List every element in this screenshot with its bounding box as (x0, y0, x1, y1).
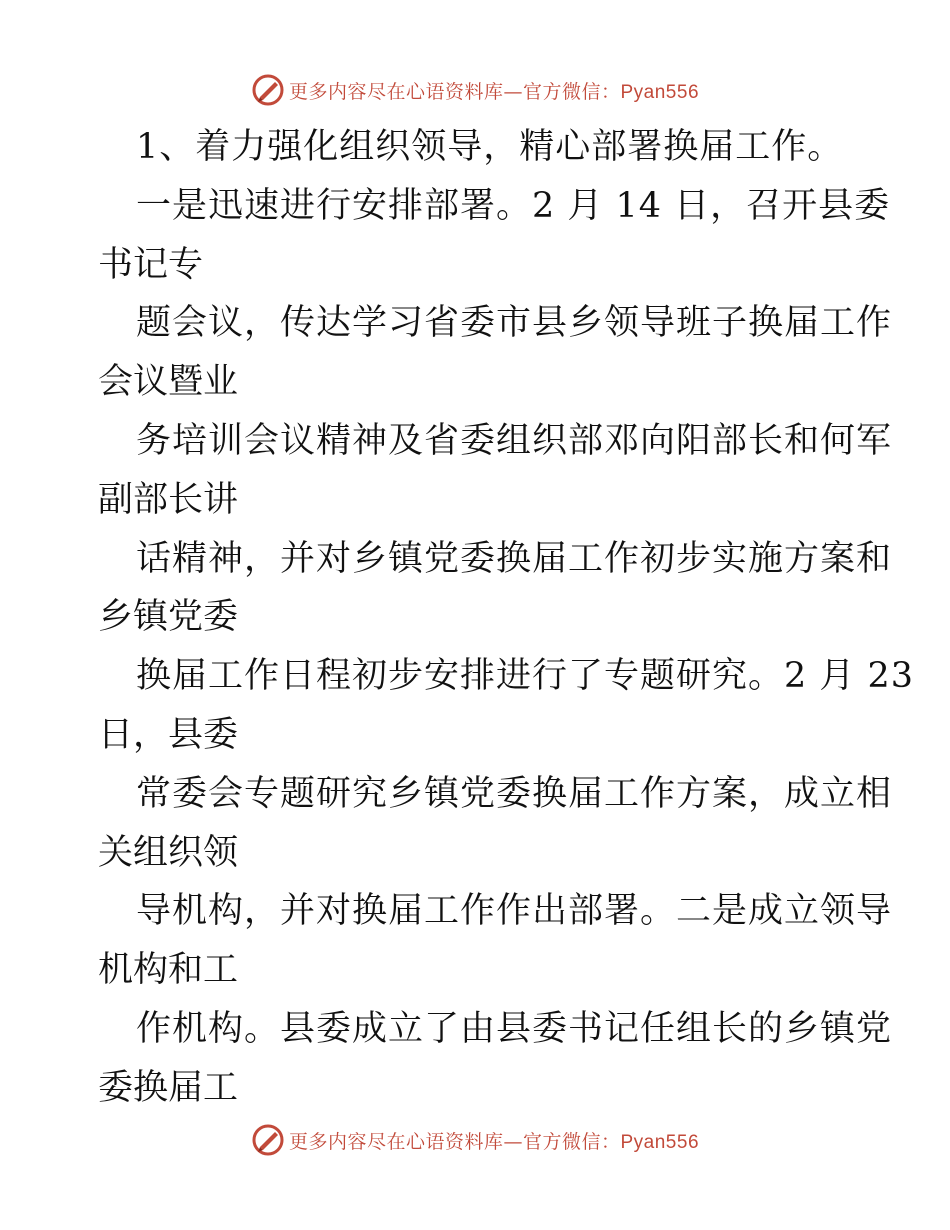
text-line: 一是迅速进行安排部署。2 月 14 日，召开县委 (136, 185, 891, 226)
pen-logo-icon (251, 73, 285, 107)
watermark-text: 更多内容尽在心语资料库—官方微信：Pyan556 (288, 80, 700, 103)
text-line: 关组织领 (98, 832, 239, 873)
text-line: 务培训会议精神及省委组织部邓向阳部长和何军 (136, 420, 893, 461)
text-line: 导机构，并对换届工作作出部署。二是成立领导 (136, 891, 893, 932)
footer-watermark (0, 1120, 950, 1160)
text-line: 副部长讲 (98, 479, 239, 520)
text-line: 会议暨业 (98, 362, 239, 403)
watermark-text: 更多内容尽在心语资料库—官方微信：Pyan556 (288, 1130, 700, 1153)
text-line: 委换届工 (98, 1067, 239, 1108)
text-line: 换届工作日程初步安排进行了专题研究。2 月 23 (136, 656, 915, 697)
text-line: 1、着力强化组织领导，精心部署换届工作。 (136, 127, 844, 167)
text-line: 书记专 (98, 244, 204, 285)
text-line: 作机构。县委成立了由县委书记任组长的乡镇党 (136, 1008, 893, 1049)
pen-logo-icon (251, 1123, 285, 1157)
text-line: 日，县委 (98, 714, 239, 755)
text-line: 乡镇党委 (98, 597, 239, 638)
text-line: 话精神，并对乡镇党委换届工作初步实施方案和 (136, 538, 893, 579)
text-line: 题会议，传达学习省委市县乡领导班子换届工作 (136, 303, 893, 344)
header-watermark (0, 70, 950, 110)
document-body (98, 118, 915, 1118)
text-line: 机构和工 (98, 950, 239, 991)
text-line: 常委会专题研究乡镇党委换届工作方案，成立相 (136, 773, 893, 814)
